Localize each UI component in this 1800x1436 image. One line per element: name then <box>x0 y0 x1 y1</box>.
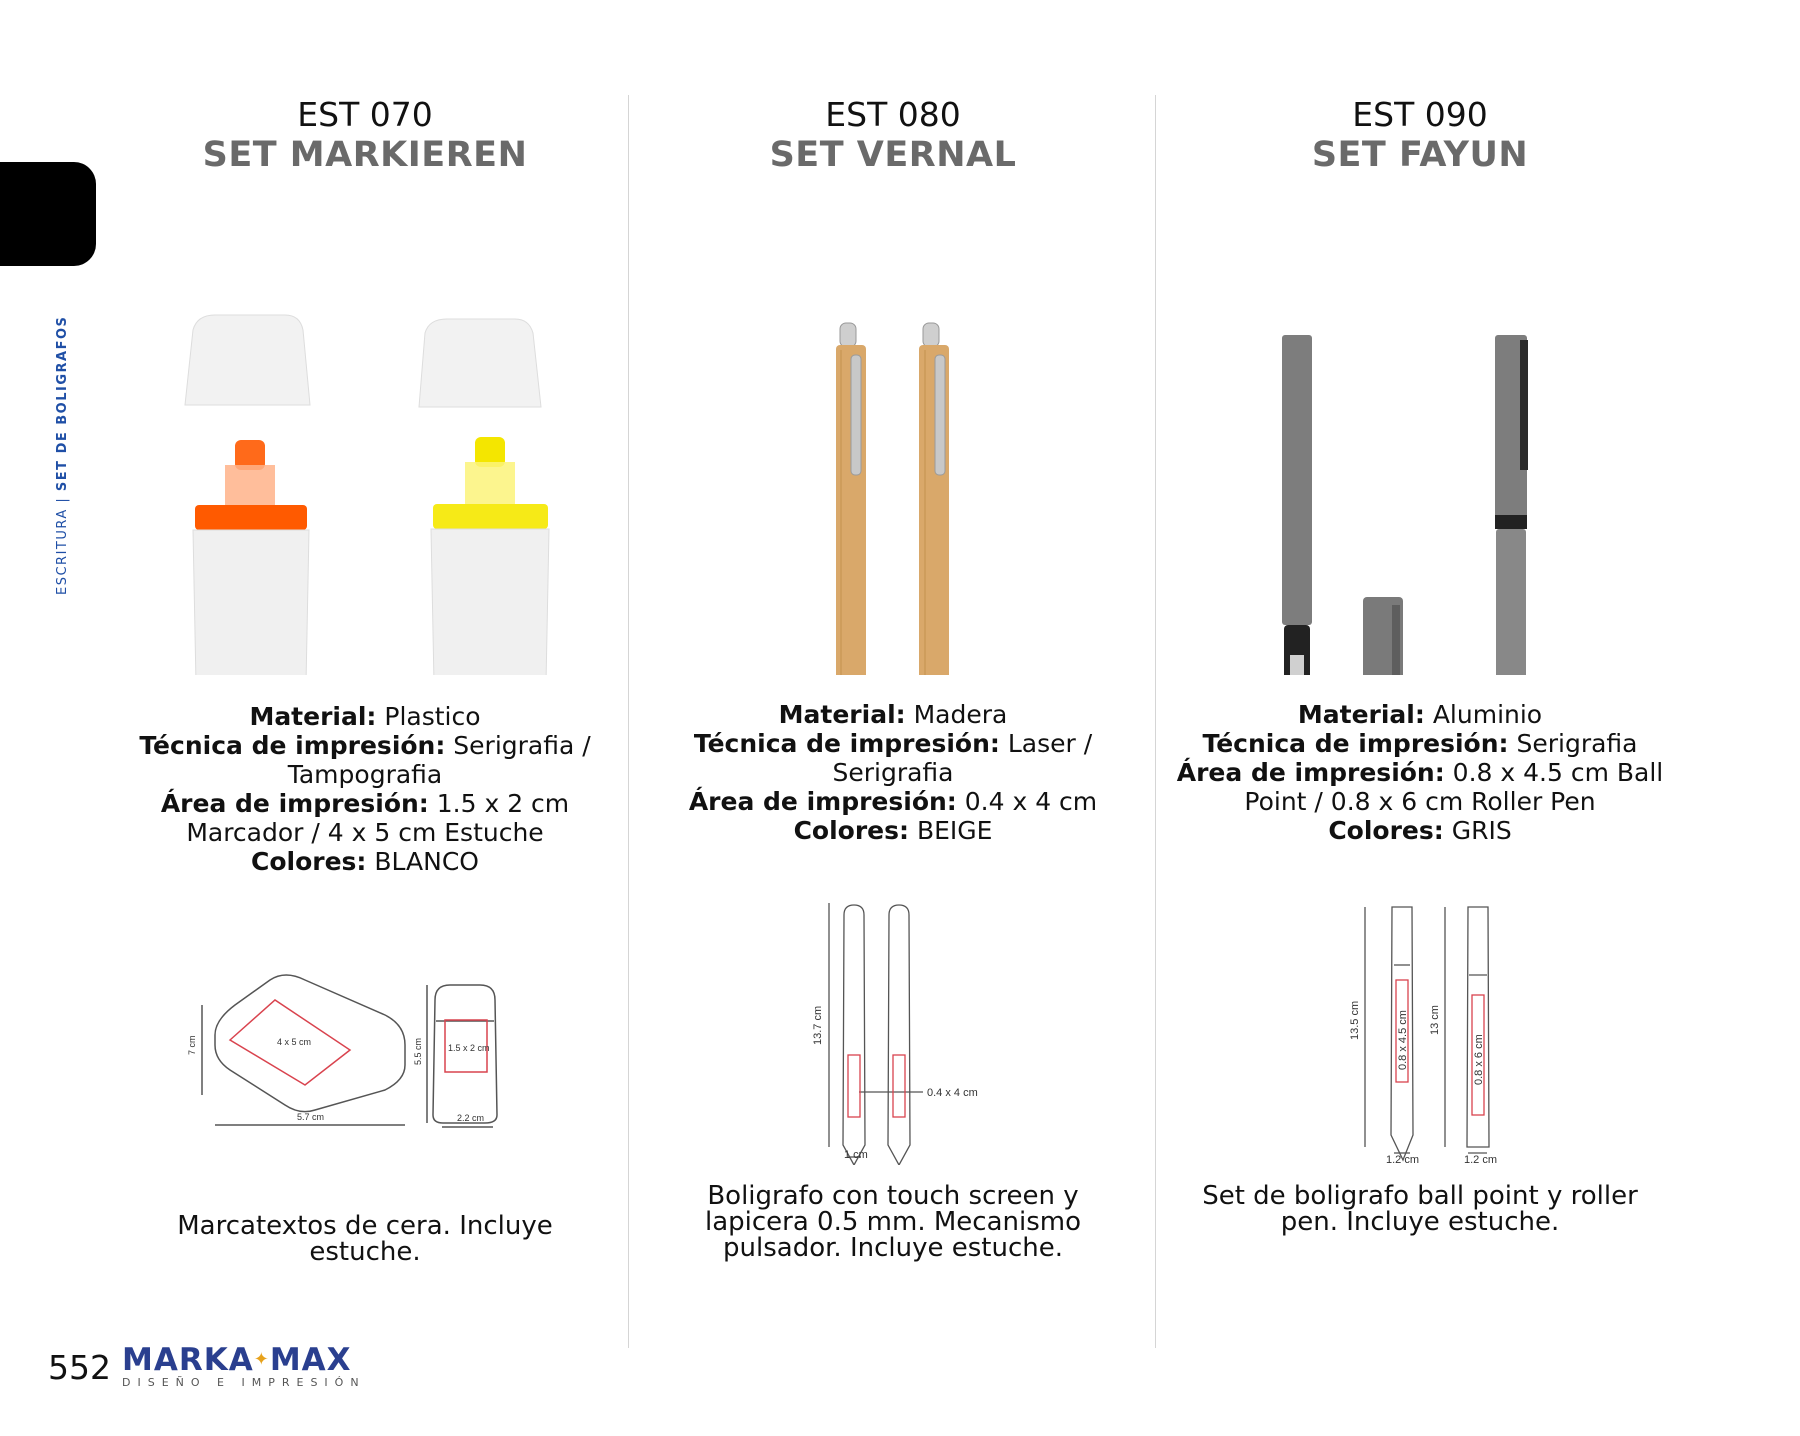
technical-diagram-aluminium-pens <box>1160 885 1680 1165</box>
dim-marker-width: 2.2 cm <box>457 1113 485 1123</box>
product-description: Marcatextos de cera. Incluye estuche. <box>177 1211 553 1267</box>
product-code: EST 090 <box>1352 95 1488 134</box>
product-specs <box>105 702 625 876</box>
section-side-label <box>55 316 70 595</box>
dim-height: 13.7 cm <box>812 1005 824 1045</box>
product-description: Boligrafo con touch screen y lapicera 0.5 mm. Mecanismo pulsador. Incluye estuche. <box>705 1181 1081 1263</box>
product-name: SET VERNAL <box>769 135 1017 175</box>
spec-material: Material: Plastico <box>249 702 481 731</box>
product-code: EST 070 <box>297 95 433 134</box>
product-photo-aluminium-pens <box>1160 215 1680 675</box>
product-code: EST 080 <box>825 95 961 134</box>
product-name: SET FAYUN <box>1311 135 1529 175</box>
category-label: ESCRITURA <box>55 508 70 595</box>
spec-colors: Colores: BLANCO <box>251 847 479 876</box>
star-icon: ✦ <box>253 1349 270 1370</box>
dim-area: 0.4 x 4 cm <box>927 1087 978 1099</box>
dim-width: 1 cm <box>844 1149 868 1161</box>
product-est-090 <box>1160 95 1680 1237</box>
dim-case-area: 4 x 5 cm <box>277 1037 312 1047</box>
product-est-070 <box>105 95 625 1267</box>
dim-case-width: 5.7 cm <box>297 1112 325 1122</box>
product-specs <box>633 700 1153 845</box>
product-photo-highlighters <box>105 215 625 675</box>
dim-case-height: 7 cm <box>187 1035 197 1055</box>
product-name: SET MARKIEREN <box>202 135 528 175</box>
product-est-080 <box>633 95 1153 1263</box>
spec-print-technique: Técnica de impresión: Serigrafia <box>1202 729 1638 758</box>
column-divider <box>628 95 629 1348</box>
brand-logo <box>122 1344 366 1390</box>
column-divider <box>1155 95 1156 1348</box>
spec-print-area: Área de impresión: 1.5 x 2 cm Marcador / 4 x 5 cm Estuche <box>160 789 570 847</box>
product-photo-bamboo-pens <box>633 215 1153 675</box>
product-specs <box>1160 700 1680 845</box>
section-tab <box>0 162 96 266</box>
dim-width-roller: 1.2 cm <box>1464 1154 1498 1165</box>
spec-material: Material: Madera <box>778 700 1008 729</box>
product-description: Set de boligrafo ball point y roller pen. Incluye estuche. <box>1202 1181 1638 1237</box>
dim-height-ballpoint: 13.5 cm <box>1349 1000 1361 1040</box>
brand-tagline: DISEÑO E IMPRESIÓN <box>122 1376 366 1389</box>
spec-print-area: Área de impresión: 0.8 x 4.5 cm Ball Point / 0.8 x 6 cm Roller Pen <box>1176 758 1664 816</box>
technical-diagram-highlighters <box>105 955 625 1130</box>
spec-colors: Colores: BEIGE <box>793 816 993 845</box>
spec-colors: Colores: GRIS <box>1328 816 1512 845</box>
dim-area-roller: 0.8 x 6 cm <box>1473 1034 1485 1085</box>
spec-material: Material: Aluminio <box>1297 700 1543 729</box>
brand-name: MARKA✦MAX <box>122 1342 352 1378</box>
spec-print-area: Área de impresión: 0.4 x 4 cm <box>688 787 1098 816</box>
dim-area-ballpoint: 0.8 x 4.5 cm <box>1397 1010 1409 1070</box>
page-number: 552 <box>48 1348 111 1387</box>
spec-print-technique: Técnica de impresión: Laser / Serigrafia <box>693 729 1093 787</box>
dim-marker-height: 5.5 cm <box>413 1037 423 1065</box>
dim-width-ballpoint: 1.2 cm <box>1386 1154 1420 1165</box>
dim-marker-area: 1.5 x 2 cm <box>448 1043 490 1053</box>
spec-print-technique: Técnica de impresión: Serigrafia / Tampografia <box>139 731 591 789</box>
dim-height-roller: 13 cm <box>1429 1005 1441 1035</box>
side-separator: | <box>55 496 70 503</box>
technical-diagram-bamboo-pens <box>633 885 1153 1165</box>
section-label: SET DE BOLIGRAFOS <box>55 315 70 492</box>
